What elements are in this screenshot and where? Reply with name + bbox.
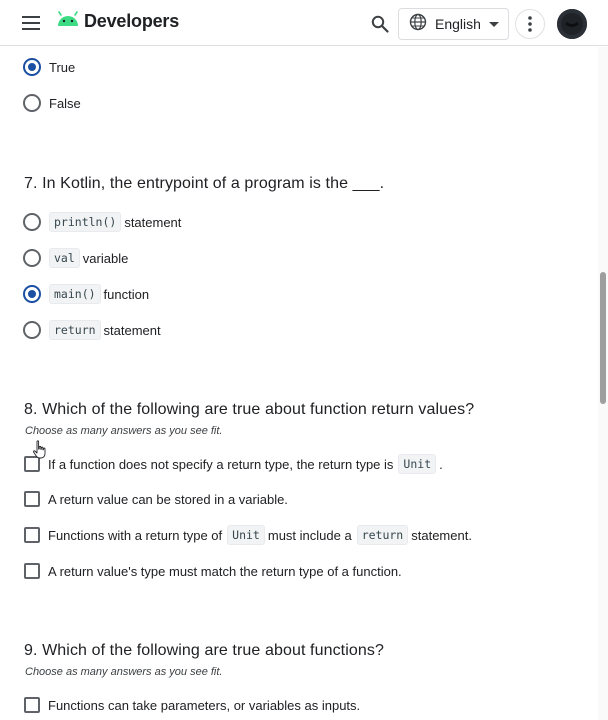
q8-option-2[interactable]	[22, 487, 288, 511]
inline-code: return	[49, 320, 101, 340]
option-text: .	[439, 456, 443, 472]
more-vert-icon[interactable]	[515, 9, 545, 39]
q6-option-false[interactable]	[22, 91, 81, 115]
option-text: must include a	[267, 527, 352, 543]
question-8-title: 8. Which of the following are true about function return values?	[24, 401, 475, 418]
option-text: statement	[124, 214, 182, 230]
logo-text: Developers	[84, 11, 180, 31]
option-label	[49, 248, 128, 268]
question-9-hint: Choose as many answers as you see fit.	[25, 666, 223, 678]
checkbox[interactable]	[24, 491, 40, 507]
inline-code: println()	[49, 212, 121, 232]
android-logo-icon	[56, 11, 80, 32]
developers-logo[interactable]	[56, 11, 179, 32]
hamburger-menu-icon[interactable]	[18, 11, 44, 35]
option-label: False	[49, 95, 81, 111]
radio-button[interactable]	[23, 249, 41, 267]
inline-code: Unit	[227, 525, 265, 545]
q8-option-3[interactable]	[22, 523, 472, 547]
scrollbar-thumb[interactable]	[600, 272, 606, 404]
top-app-bar	[0, 0, 608, 46]
checkbox[interactable]	[24, 563, 40, 579]
inline-code: return	[357, 525, 409, 545]
user-avatar[interactable]	[557, 9, 587, 39]
option-label: Functions can take parameters, or variables as inputs.	[48, 697, 361, 713]
q8-option-1[interactable]	[22, 452, 443, 476]
option-text: Functions with a return type of	[48, 527, 223, 543]
radio-button[interactable]	[23, 213, 41, 231]
language-selector[interactable]	[398, 8, 509, 40]
option-text: statement.	[411, 527, 472, 543]
checkbox[interactable]	[24, 527, 40, 543]
q7-option-main[interactable]	[22, 282, 149, 306]
option-label: True	[49, 59, 76, 75]
option-label: A return value can be stored in a variable.	[48, 491, 288, 507]
radio-button-checked[interactable]	[23, 58, 41, 76]
globe-icon	[409, 13, 427, 36]
option-label	[48, 525, 472, 545]
radio-button[interactable]	[23, 321, 41, 339]
option-text: function	[103, 286, 150, 302]
checkbox[interactable]	[24, 697, 40, 713]
q7-option-val[interactable]	[22, 246, 128, 270]
option-text: If a function does not specify a return type, the return type is	[48, 456, 394, 472]
inline-code: main()	[49, 284, 101, 304]
q6-option-true[interactable]	[22, 55, 75, 79]
option-text: variable	[82, 250, 129, 266]
search-icon[interactable]	[368, 12, 392, 36]
inline-code: Unit	[398, 454, 436, 474]
question-9-title: 9. Which of the following are true about functions?	[24, 642, 384, 659]
option-label	[49, 320, 161, 340]
question-7-title: 7. In Kotlin, the entrypoint of a program is the ___.	[24, 175, 385, 192]
option-label: A return value's type must match the return type of a function.	[48, 563, 402, 579]
option-label	[49, 284, 149, 304]
q7-option-println[interactable]	[22, 210, 181, 234]
q7-option-return[interactable]	[22, 318, 161, 342]
option-label	[48, 454, 443, 474]
radio-button-checked[interactable]	[23, 285, 41, 303]
q9-option-1[interactable]	[22, 693, 360, 717]
question-8-hint: Choose as many answers as you see fit.	[25, 425, 223, 437]
option-label	[49, 212, 181, 232]
hand-cursor-icon	[32, 440, 48, 460]
focus-halo	[18, 280, 50, 312]
radio-button[interactable]	[23, 94, 41, 112]
inline-code: val	[49, 248, 80, 268]
language-label: English	[435, 16, 481, 32]
option-text: statement	[103, 322, 161, 338]
dropdown-arrow-icon	[489, 15, 499, 33]
q8-option-4[interactable]	[22, 559, 402, 583]
